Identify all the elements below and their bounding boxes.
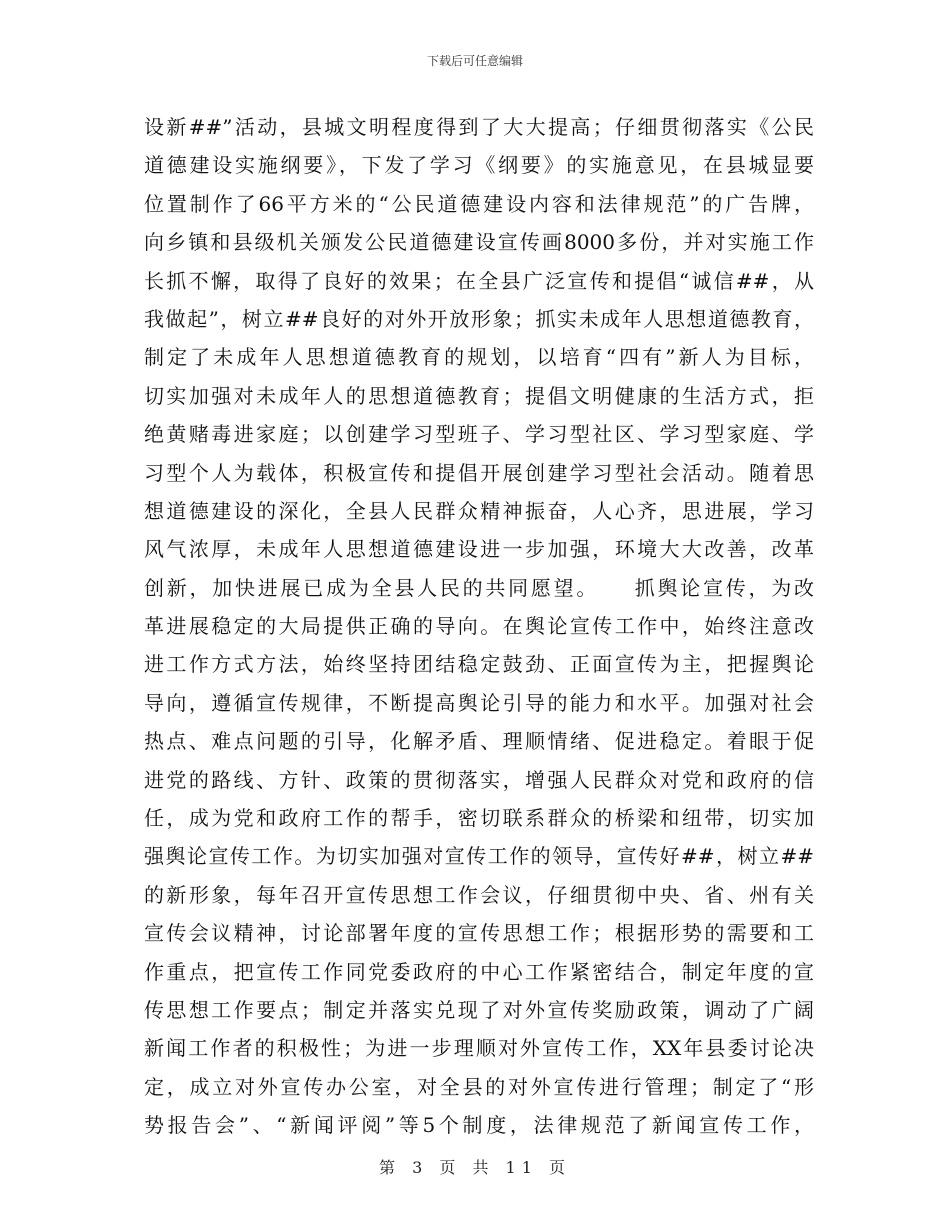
text-line: 新闻工作者的积极性；为进一步理顺对外宣传工作，XX年县委讨论决 (144, 1036, 814, 1061)
text-line: 进工作方式方法，始终坚持团结稳定鼓劲、正面宣传为主，把握舆论 (144, 652, 814, 677)
text-line: 道德建设实施纲要》，下发了学习《纲要》的实施意见，在县城显要 (144, 153, 814, 178)
text-line: 绝黄赌毒进家庭；以创建学习型班子、学习型社区、学习型家庭、学 (144, 422, 814, 447)
text-line: 导向，遵循宣传规律，不断提高舆论引导的能力和水平。加强对社会 (144, 690, 814, 715)
text-line: 定，成立对外宣传办公室，对全县的对外宣传进行管理；制定了“形 (144, 1074, 814, 1099)
header-note: 下载后可任意编辑 (426, 54, 523, 68)
text-line: 宣传会议精神，讨论部署年度的宣传思想工作；根据形势的需要和工 (144, 921, 814, 946)
text-line: 我做起”，树立##良好的对外开放形象；抓实未成年人思想道德教育， (144, 306, 814, 331)
text-line: 切实加强对未成年人的思想道德教育；提倡文明健康的生活方式，拒 (144, 383, 814, 408)
body-text (144, 108, 814, 1145)
text-line: 任，成为党和政府工作的帮手，密切联系群众的桥梁和纽带，切实加 (144, 806, 814, 831)
text-line: 传思想工作要点；制定并落实兑现了对外宣传奖励政策，调动了广阔 (144, 997, 814, 1022)
text-line: 风气浓厚，未成年人思想道德建设进一步加强，环境大大改善，改革 (144, 537, 814, 562)
text-line: 强舆论宣传工作。为切实加强对宣传工作的领导，宣传好##，树立## (144, 844, 814, 869)
text-line: 的新形象，每年召开宣传思想工作会议，仔细贯彻中央、省、州有关 (144, 882, 814, 907)
text-line: 习型个人为载体，积极宣传和提倡开展创建学习型社会活动。随着思 (144, 460, 814, 485)
text-line: 长抓不懈，取得了良好的效果；在全县广泛宣传和提倡“诚信##，从 (144, 268, 814, 293)
text-line: 制定了未成年人思想道德教育的规划，以培育“四有”新人为目标， (144, 345, 814, 370)
text-line: 进党的路线、方针、政策的贯彻落实，增强人民群众对党和政府的信 (144, 767, 814, 792)
text-line: 想道德建设的深化，全县人民群众精神振奋，人心齐，思进展，学习 (144, 498, 814, 523)
text-line: 势报告会”、“新闻评阅”等5个制度，法律规范了新闻宣传工作， (144, 1113, 814, 1138)
text-line: 设新##”活动，县城文明程度得到了大大提高；仔细贯彻落实《公民 (144, 115, 814, 139)
text-line: 革进展稳定的大局提供正确的导向。在舆论宣传工作中，始终注意改 (144, 614, 814, 639)
text-line: 向乡镇和县级机关颁发公民道德建设宣传画8000多份，并对实施工作 (144, 230, 814, 255)
page-number-footer: 第 3 页 共 11 页 (379, 1158, 571, 1177)
text-line: 作重点，把宣传工作同党委政府的中心工作紧密结合，制定年度的宣 (144, 959, 814, 984)
text-line: 创新，加快进展已成为全县人民的共同愿望。 抓舆论宣传，为改 (144, 575, 814, 600)
text-line: 位置制作了66平方米的“公民道德建设内容和法律规范”的广告牌， (144, 191, 814, 216)
text-line: 热点、难点问题的引导，化解矛盾、理顺情绪、促进稳定。着眼于促 (144, 729, 814, 754)
